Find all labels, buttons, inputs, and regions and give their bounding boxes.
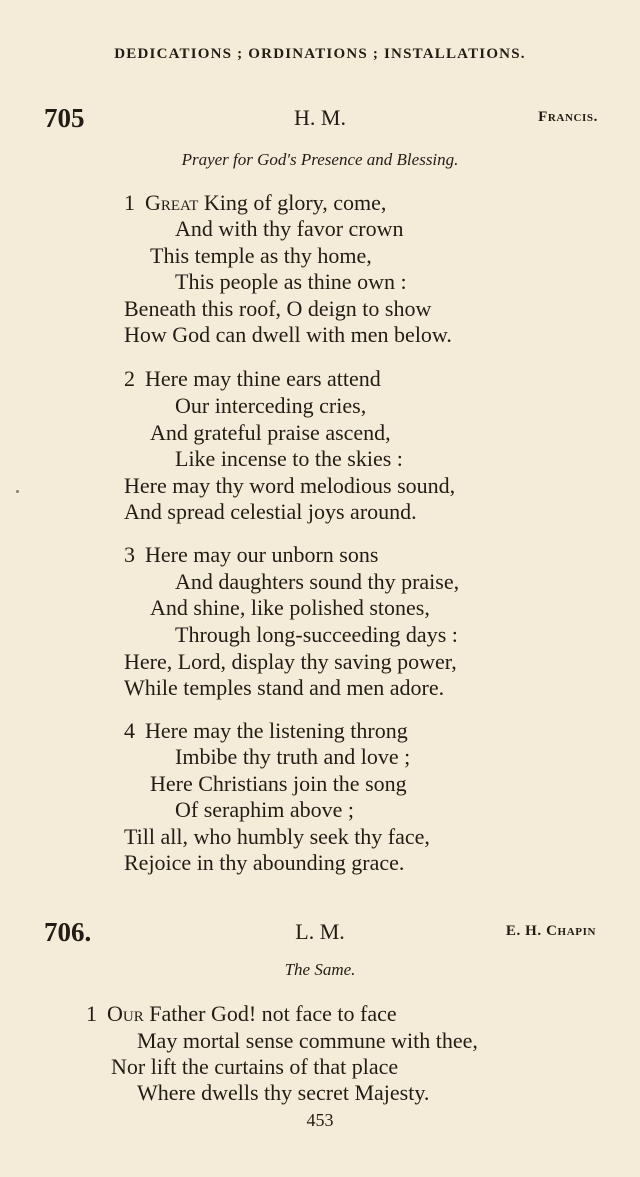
verse-number: 2 xyxy=(124,366,135,391)
verse-first-rest: King of glory, come, xyxy=(198,190,387,215)
verse-line xyxy=(124,366,381,392)
verse-line: This temple as thy home, xyxy=(150,243,372,268)
running-head: DEDICATIONS ; ORDINATIONS ; INSTALLATIONS. xyxy=(114,46,526,62)
verse-line: How God can dwell with men below. xyxy=(124,322,452,347)
verse-number: 1 xyxy=(124,190,135,215)
hymn-number: 706. xyxy=(44,917,92,947)
verse-number: 4 xyxy=(124,718,135,743)
verse-number: 1 xyxy=(86,1001,97,1026)
verse-line: Like incense to the skies : xyxy=(175,446,403,471)
verse-line: Where dwells thy secret Majesty. xyxy=(137,1080,430,1105)
page-number: 453 xyxy=(306,1110,334,1130)
verse-line: Nor lift the curtains of that place xyxy=(111,1054,399,1079)
verse-line: And daughters sound thy praise, xyxy=(175,569,460,594)
verse-line: Here Christians join the song xyxy=(150,771,407,796)
verse-line: Till all, who humbly seek thy face, xyxy=(124,824,430,849)
verse-first-word: Our xyxy=(107,1001,144,1026)
verse-first-line: Here may the listening throng xyxy=(145,718,408,743)
paper-speck xyxy=(16,490,19,493)
verse-line xyxy=(86,1001,397,1027)
verse-line: This people as thine own : xyxy=(175,269,407,294)
hymn-subtitle: The Same. xyxy=(284,960,356,979)
hymn-subtitle: Prayer for God's Presence and Blessing. xyxy=(181,150,459,169)
verse-line: May mortal sense commune with thee, xyxy=(137,1028,478,1053)
verse-line xyxy=(124,542,378,568)
verse-line: Imbibe thy truth and love ; xyxy=(175,744,411,769)
verse-line: And grateful praise ascend, xyxy=(150,420,391,445)
hymn-706-header xyxy=(0,917,640,947)
verse-line: Of seraphim above ; xyxy=(175,797,354,822)
verse-line: Here may thy word melodious sound, xyxy=(124,473,456,498)
verse-line: And spread celestial joys around. xyxy=(124,499,417,524)
verse-line: Our interceding cries, xyxy=(175,393,367,418)
verse-line: Beneath this roof, O deign to show xyxy=(124,296,432,321)
verse-line: Through long-succeeding days : xyxy=(175,622,458,647)
verse-first-word: Great xyxy=(145,190,199,215)
verse-line: Rejoice in thy abounding grace. xyxy=(124,850,405,875)
verse-first-rest: Father God! not face to face xyxy=(143,1001,397,1026)
verse-line: While temples stand and men adore. xyxy=(124,675,445,700)
verse-line: And shine, like polished stones, xyxy=(150,595,430,620)
hymn-number: 705 xyxy=(44,103,85,133)
hymn-tune: E. H. Chapin xyxy=(505,923,596,939)
verse-first-line: Here may our unborn sons xyxy=(145,542,379,567)
hymn-tune: Francis. xyxy=(538,109,598,125)
verse-line: Here, Lord, display thy saving power, xyxy=(124,649,457,674)
hymn-705-header xyxy=(0,103,640,133)
hymn-meter: H. M. xyxy=(294,105,346,130)
verse-line xyxy=(124,190,386,216)
verse-line: And with thy favor crown xyxy=(175,216,404,241)
hymn-meter: L. M. xyxy=(295,919,345,944)
verse-first-line: Here may thine ears attend xyxy=(145,366,381,391)
verse-number: 3 xyxy=(124,542,135,567)
verse-line xyxy=(124,718,408,744)
